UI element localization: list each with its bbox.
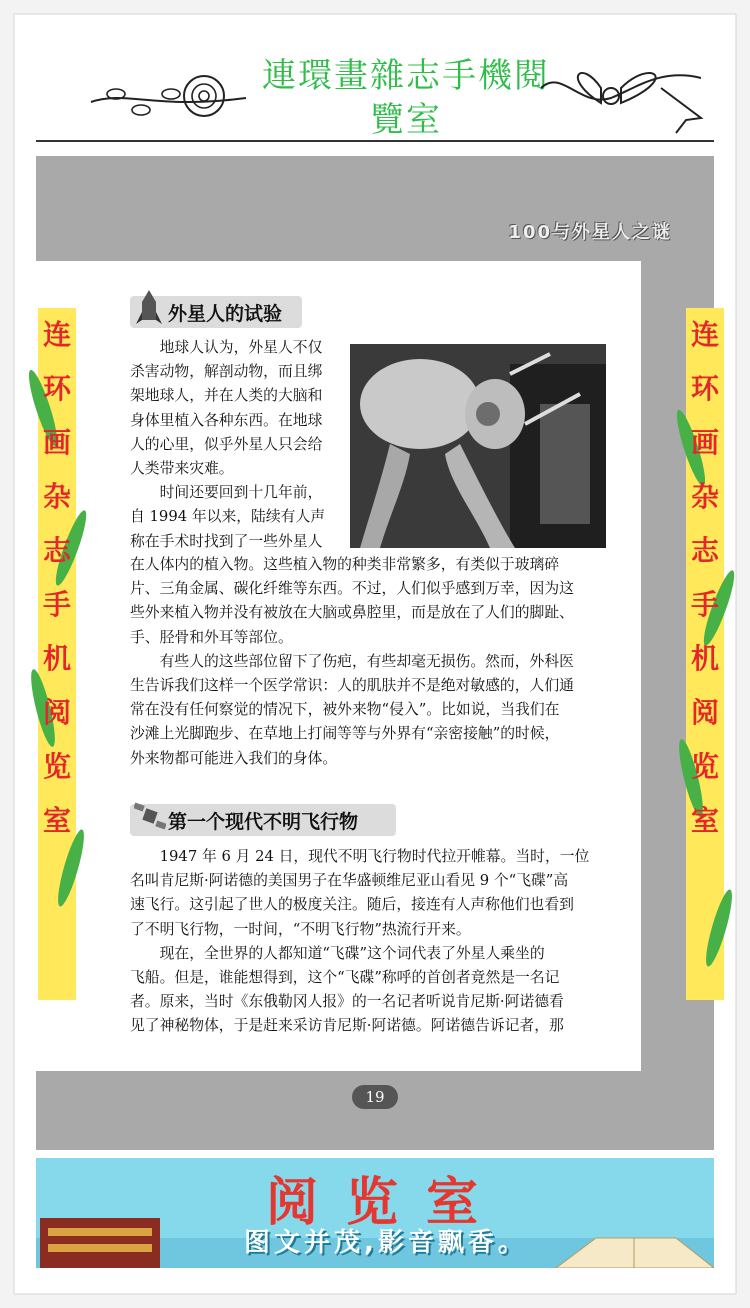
- side-char: 手: [690, 588, 719, 621]
- side-char: 杂: [690, 480, 719, 513]
- side-char: 机: [690, 642, 719, 675]
- chapter-label: 100与外星人之谜: [508, 222, 672, 243]
- ribbon-bow-icon: [541, 58, 706, 138]
- text-line: 名叫肯尼斯·阿诺德的美国男子在华盛顿维尼亚山看见 9 个“飞碟”高: [130, 872, 569, 890]
- text-line: 手、胫骨和外耳等部位。: [130, 628, 293, 646]
- side-char: 画: [42, 426, 71, 459]
- side-char: 机: [42, 642, 71, 675]
- text-line: 现在，全世界的人都知道“飞碟”这个词代表了外星人乘坐的: [159, 944, 545, 962]
- text-line: 生告诉我们这样一个医学常识：人的肌肤并不是绝对敏感的，人们通: [130, 677, 574, 695]
- side-char: 环: [42, 372, 71, 405]
- side-strip-left: [38, 308, 76, 1000]
- text-line: 飞船。但是，谁能想得到，这个“飞碟”称呼的首创者竟然是一名记: [130, 969, 560, 987]
- side-strip-text: [38, 308, 76, 848]
- side-char: 览: [690, 750, 719, 783]
- side-char: 志: [42, 534, 71, 567]
- side-strip-text: [686, 308, 724, 848]
- text-line: 些外来植入物并没有被放在大脑或鼻腔里，而是放在了人们的脚趾、: [130, 604, 574, 622]
- section-title: 第一个现代不明飞行物: [168, 811, 359, 833]
- text-line: 沙滩上光脚跑步、在草地上打闹等等与外界有“亲密接触”的时候，: [130, 725, 560, 743]
- text-line: 有些人的这些部位留下了伤疤，有些却毫无损伤。然而，外科医: [159, 652, 574, 670]
- side-strip-right: [686, 308, 724, 1000]
- header-title-line2: 覽室: [370, 100, 442, 140]
- side-char: 室: [690, 804, 719, 837]
- side-char: 阅: [42, 696, 71, 729]
- text-line: 常在没有任何察觉的情况下，被外来物“侵入”。比如说，当我们在: [130, 701, 560, 719]
- side-char: 手: [42, 588, 71, 621]
- side-char: 室: [42, 804, 71, 837]
- paragraph-wide: [130, 553, 610, 771]
- text-line: 了不明飞行物，一时间，“不明飞行物”热流行开来。: [130, 920, 471, 938]
- side-char: 连: [42, 318, 71, 351]
- satellite-icon: [134, 796, 166, 836]
- text-line: 外来物都可能进入我们的身体。: [130, 749, 338, 767]
- text-line: 称在手术时找到了一些外星人: [130, 532, 323, 550]
- text-line: 者。原来，当时《东俄勒冈人报》的一名记者听说肯尼斯·阿诺德看: [130, 993, 564, 1011]
- text-line: 人类带来灾难。: [130, 460, 234, 478]
- side-char: 画: [690, 426, 719, 459]
- text-line: 时间还要回到十几年前，: [159, 484, 323, 502]
- text-line: 1947 年 6 月 24 日，现代不明飞行物时代拉开帷幕。当时，一位: [159, 848, 590, 865]
- section-heading-first-ufo: [130, 804, 396, 836]
- side-char: 志: [690, 534, 719, 567]
- page-number: 19: [352, 1085, 398, 1109]
- side-char: 杂: [42, 480, 71, 513]
- paragraph-narrow: [130, 336, 345, 554]
- text-line: 人的心里，似乎外星人只会给: [130, 435, 323, 453]
- text-line: 自 1994 年以来，陆续有人声: [130, 508, 326, 526]
- text-line: 在人体内的植入物。这些植入物的种类非常繁多，有类似于玻璃碎: [130, 556, 560, 573]
- side-char: 阅: [690, 696, 719, 729]
- text-line: 架地球人，并在人类的大脑和: [130, 387, 323, 405]
- text-line: 杀害动物，解剖动物，而且绑: [130, 363, 323, 381]
- text-line: 速飞行。这引起了世人的极度关注。随后，接连有人声称他们也看到: [130, 896, 574, 914]
- text-line: 身体里植入各种东西。在地球: [130, 411, 323, 429]
- side-char: 环: [690, 372, 719, 405]
- side-char: 览: [42, 750, 71, 783]
- text-line: 片、三角金属、碳化纤维等东西。不过，人们似乎感到万幸，因为这: [130, 580, 574, 598]
- text-line: 见了神秘物体，于是赶来采访肯尼斯·阿诺德。阿诺德告诉记者，那: [130, 1017, 564, 1035]
- alien-photo: [350, 344, 606, 548]
- paragraph-wide: [130, 845, 610, 1039]
- text-line: 地球人认为，外星人不仅: [159, 339, 323, 356]
- rocket-icon: [134, 288, 164, 328]
- side-char: 连: [690, 318, 719, 351]
- section-heading-alien-experiment: [130, 296, 302, 328]
- section-title: 外星人的试验: [168, 303, 283, 325]
- magazine-header: [36, 30, 714, 142]
- header-title-line1: 連環畫雜志手機閱: [262, 56, 550, 96]
- banner-title: 阅览室: [265, 1173, 506, 1233]
- reading-room-banner[interactable]: [36, 1158, 714, 1268]
- banner-subtitle: 图文并茂,影音飘香。: [244, 1228, 528, 1258]
